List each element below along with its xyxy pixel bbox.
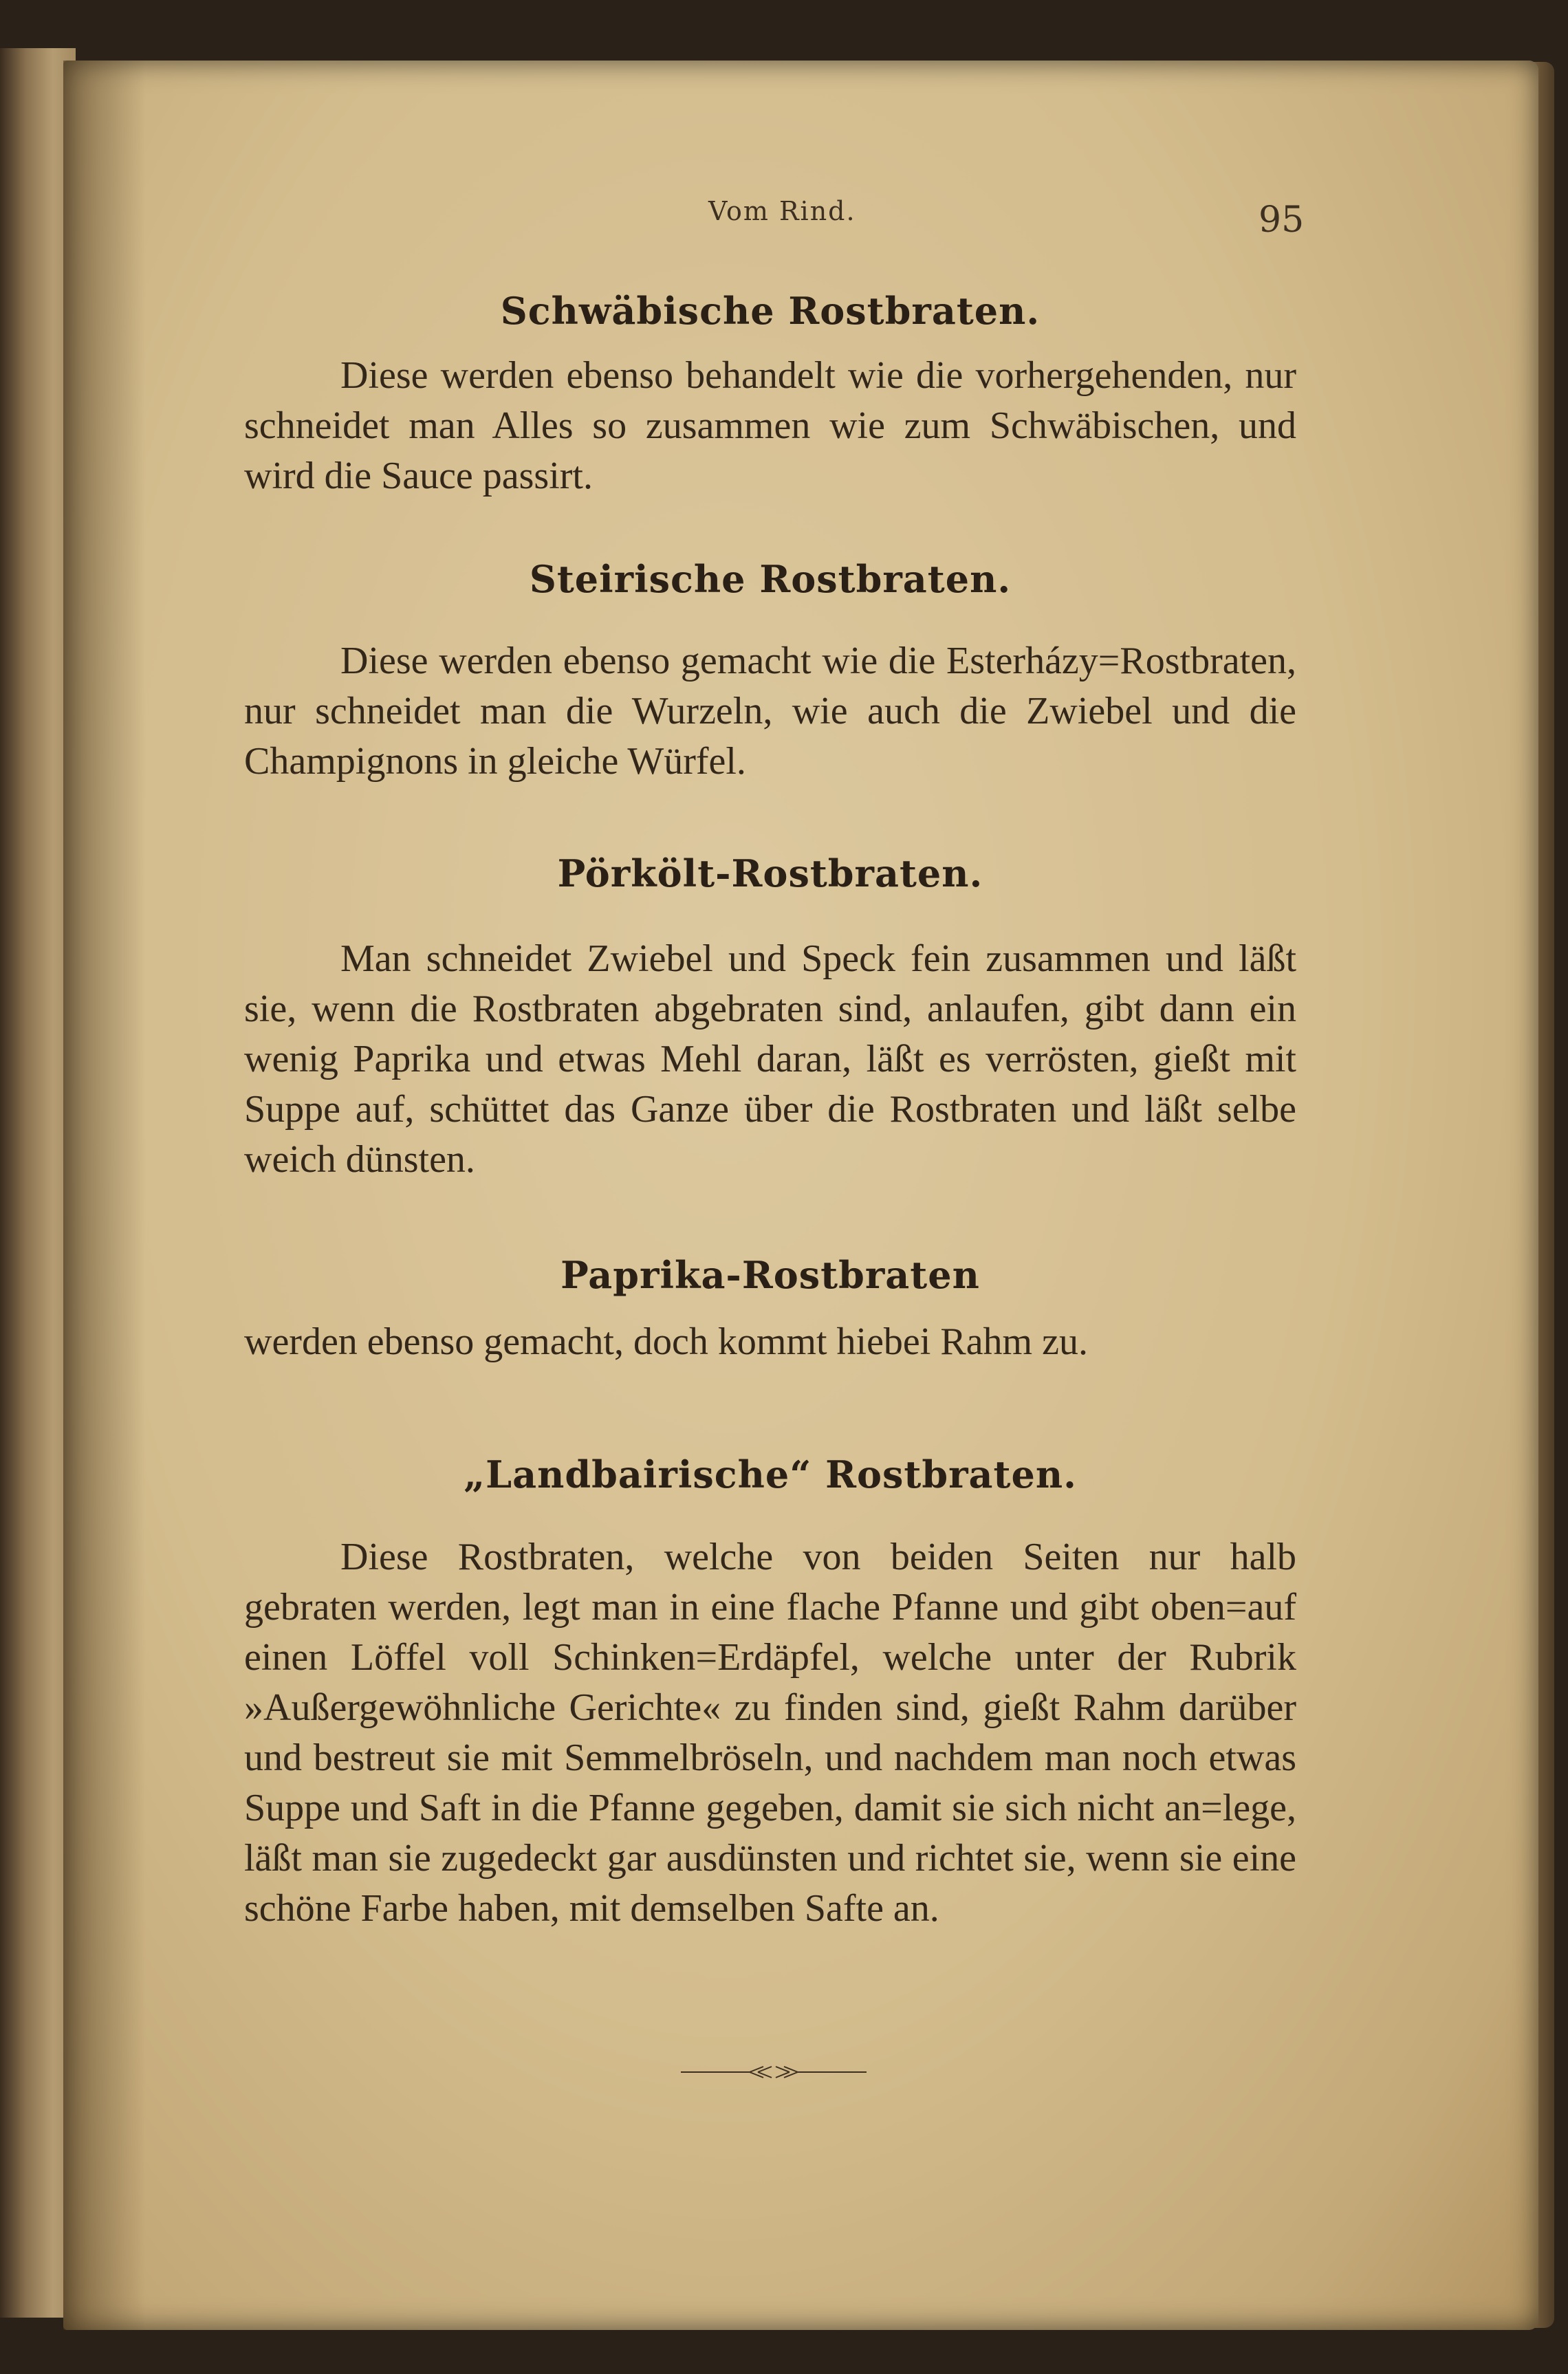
section-paragraph: Man schneidet Zwiebel und Speck fein zusammen und läßt sie, wenn die Rostbraten abgebraten sind, anlaufen, gibt dann ein wenig Paprika und etwas Mehl daran, läßt es verrösten, gießt mit Suppe auf, schüttet das Ganze über die Rostbraten und läßt selbe weich dünsten.	[244, 937, 1296, 1181]
page-number: 95	[1259, 199, 1305, 241]
running-head: Vom Rind.	[708, 196, 856, 226]
section-paragraph: werden ebenso gemacht, doch kommt hiebei Rahm zu.	[244, 1320, 1088, 1363]
section-heading: Paprika-Rostbraten	[560, 1253, 980, 1297]
section-heading: Steirische Rostbraten.	[529, 557, 1012, 601]
section-paragraph: Diese Rostbraten, welche von beiden Seiten nur halb gebraten werden, legt man in eine flache Pfanne und gibt oben=auf einen Löffel voll Schinken=Erdäpfel, welche unter der Rubrik »Außergewöhnliche Gerichte« zu finden sind, gießt Rahm darüber und bestreut sie mit Semmelbröseln, und nachdem man noch etwas Suppe und Saft in die Pfanne gegeben, damit sie sich nicht an=lege, läßt man sie zugedeckt gar ausdünsten und richtet sie, wenn sie eine schöne Farbe haben, mit demselben Safte an.	[244, 1536, 1296, 1930]
section-heading: „Landbairische“ Rostbraten.	[464, 1452, 1077, 1496]
section-paragraph: Diese werden ebenso gemacht wie die Esterházy=Rostbraten, nur schneidet man die Wurzeln, wie auch die Zwiebel und die Champignons in gleiche Würfel.	[244, 640, 1296, 783]
gutter-shadow	[63, 61, 146, 2330]
section-heading: Schwäbische Rostbraten.	[500, 289, 1041, 333]
section-heading: Pörkölt-Rostbraten.	[557, 851, 983, 895]
section-paragraph: Diese werden ebenso behandelt wie die vorhergehenden, nur schneidet man Alles so zusammen wie zum Schwäbischen, und wird die Sauce passirt.	[244, 354, 1296, 497]
ornament-rule	[681, 2062, 867, 2082]
